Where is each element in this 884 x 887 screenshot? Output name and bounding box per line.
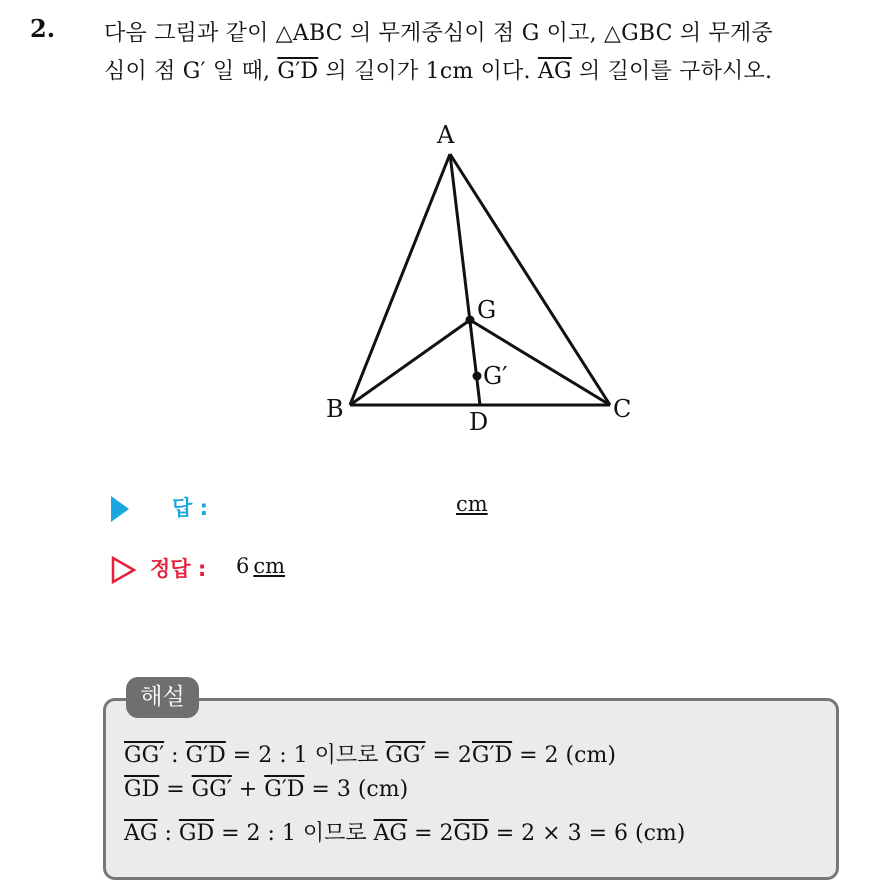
question-text: 의 길이를 구하시오. [571,59,773,84]
question-text: 의 무게중 [672,21,773,46]
question-text: 심이 점 [104,59,183,84]
correct-answer-unit: cm [253,554,286,578]
correct-answer-label: 정답 : [150,557,207,581]
answer-unit: cm [456,492,488,516]
point-g-prime-dot [473,372,482,381]
point-g-dot [466,316,475,325]
correct-answer-value [236,554,285,578]
segment: GG′ [124,743,165,768]
explanation-line-3 [124,816,685,847]
segment-gpd: G′D [277,59,319,84]
label-a: A [437,121,455,149]
segment: $\overline{GD}$ [124,777,160,802]
math-text: = 2 : 1 이므로 [214,821,374,846]
answer-play-icon [111,496,129,522]
question-text-line-1 [104,16,773,47]
triangle-abc: △ABC [275,21,343,46]
explanation-line-2 [124,777,408,802]
math-text: = 2 [407,821,454,846]
question-text: 이다. [473,59,538,84]
correct-answer-outline-play-icon [111,556,137,584]
segment: $\overline{AG}$ [373,821,408,846]
label-c: C [613,395,632,423]
triangle-gbc: △GBC [603,21,673,46]
math-text: = [159,777,192,802]
question-text: 일 때, [205,59,278,84]
answer-label: 답 : [172,496,208,520]
segment-ag: $\overline{AG}$ [537,59,572,84]
explanation-tag: 해설 [126,677,199,718]
math-text: = 2 × 3 = 6 (cm) [488,821,686,846]
label-b: B [326,395,344,423]
math-text: = 2 (cm) [512,743,616,768]
question-number: 2. [30,14,56,43]
label-d: D [469,408,489,436]
label-g-prime: G′ [483,362,508,390]
side-ab [350,154,450,405]
segment: G′D [264,777,305,802]
question-text-line-2 [104,54,772,85]
explanation-line-1 [124,738,616,769]
math-text: = 2 [425,743,472,768]
correct-answer-number: 6 [236,554,250,578]
segment: G′D [185,743,226,768]
math-text: + [231,777,265,802]
segment: $\overline{AG}$ [124,821,158,846]
math-text: = 2 : 1 이므로 [225,743,386,768]
segment: $\overline{GD}$ [178,821,215,846]
segment: GG′ [385,743,426,768]
triangle-figure [300,110,660,440]
given-length: 1cm [425,59,474,84]
segment: $\overline{GD}$ [453,821,489,846]
segment: G′D [471,743,513,768]
question-text: 이고, [539,21,604,46]
question-text: 의 길이가 [318,59,426,84]
math-text: : [164,743,186,768]
question-text: 다음 그림과 같이 [104,21,276,46]
point-g: G [521,21,540,46]
question-text: 의 무게중심이 점 [342,21,522,46]
segment: GG′ [191,777,232,802]
label-g: G [477,296,497,324]
math-text: = 3 (cm) [304,777,409,802]
math-text: : [157,821,179,846]
point-g-prime: G′ [182,59,206,84]
